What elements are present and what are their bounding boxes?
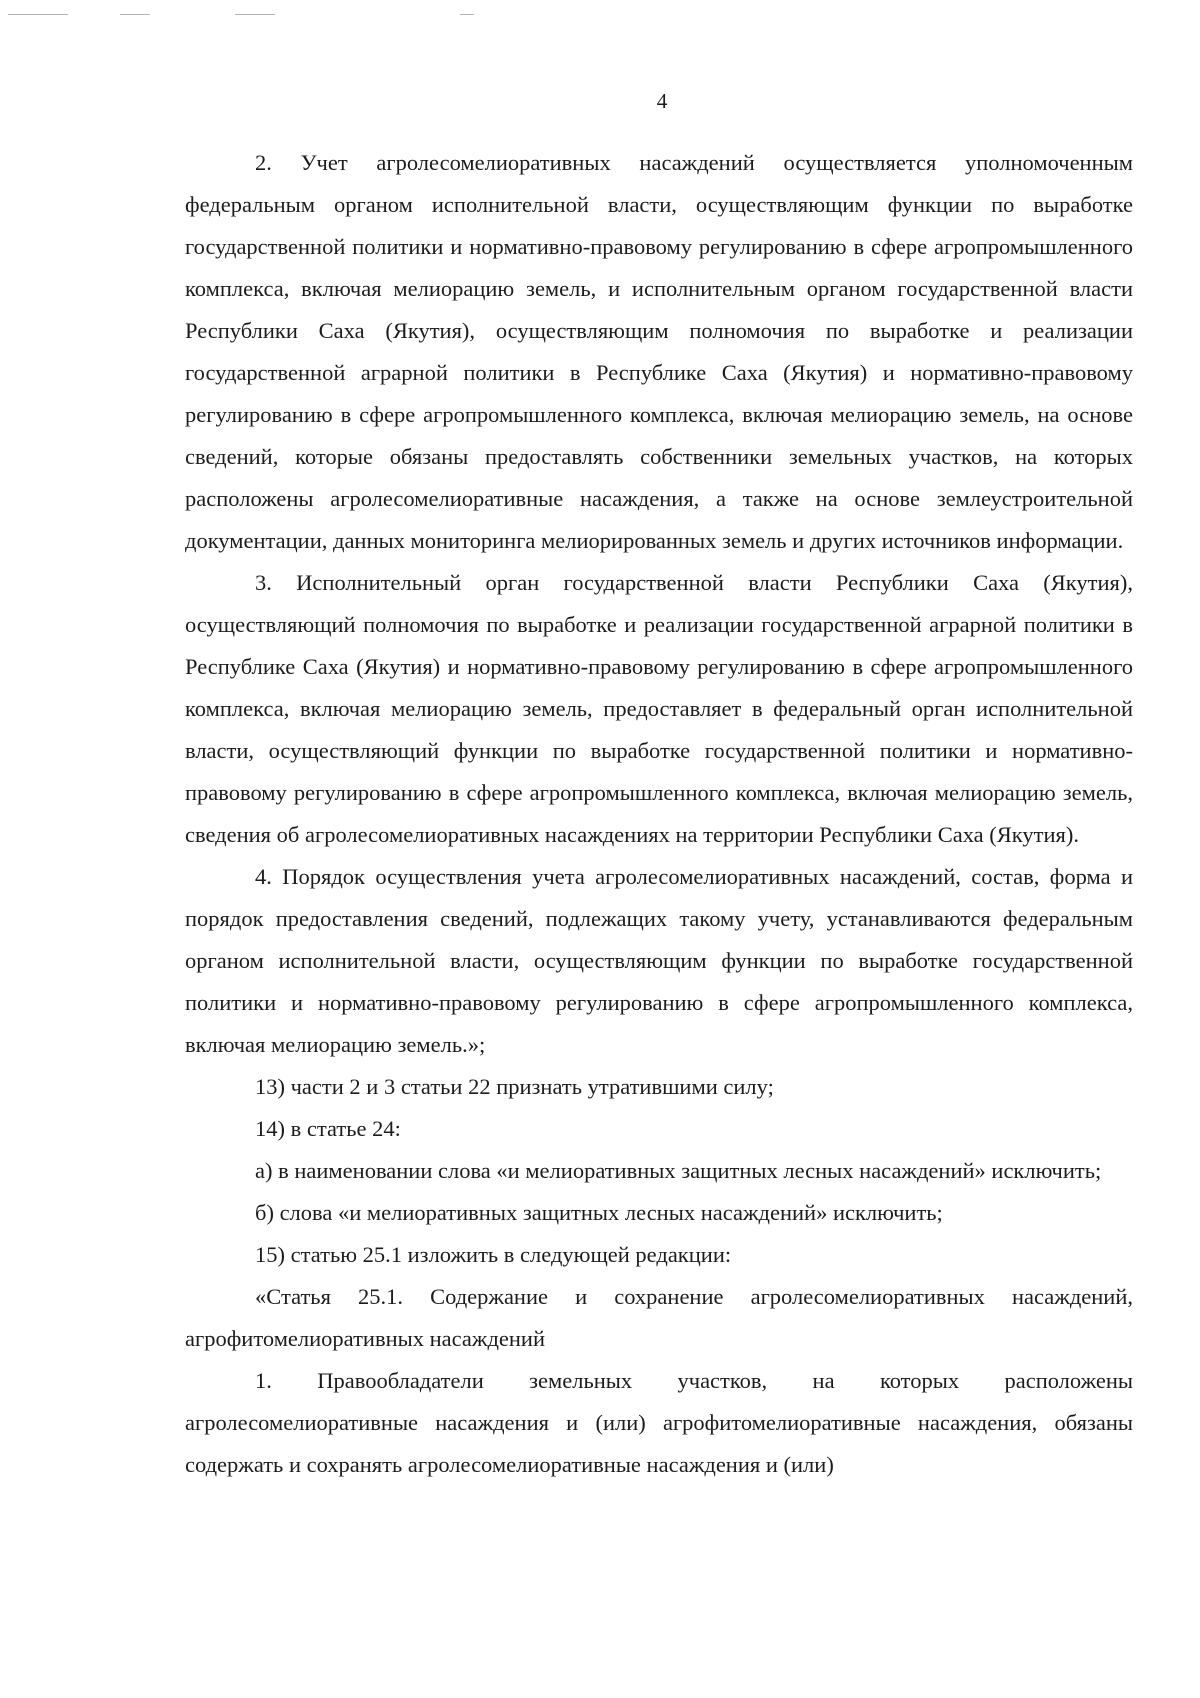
- paragraph-item-2: 2. Учет агролесомелиоративных насаждений осуществляется уполномоченным федеральным органом исполнительной власти, осуществляющим функции по выработке государственной политики и нормативно-правовому регулированию в сфере агропромышленного комплекса, включая мелиорацию земель, и исполнительным органом государственной власти Республики Саха (Якутия), осуществляющим полномочия по выработке и реализации государственной аграрной политики в Республике Саха (Якутия) и нормативно-правовому регулированию в сфере агропромышленного комплекса, включая мелиорацию земель, на основе сведений, которые обязаны предоставлять собственники земельных участков, на которых расположены агролесомелиоративные насаждения, а также на основе землеустроительной документации, данных мониторинга мелиорированных земель и других источников информации.: [185, 150, 1133, 553]
- paragraph-amendment-14: 14) в статье 24:: [255, 1116, 401, 1141]
- paragraph-item-3: 3. Исполнительный орган государственной власти Республики Саха (Якутия), осуществляющий полномочия по выработке и реализации государственной аграрной политики в Республике Саха (Якутия) и нормативно-правовому регулированию в сфере агропромышленного комплекса, включая мелиорацию земель, предоставляет в федеральный орган исполнительной власти, осуществляющий функции по выработке государственной политики и нормативно-правовому регулированию в сфере агропромышленного комплекса, включая мелиорацию земель, сведения об агролесомелиоративных насаждениях на территории Республики Саха (Якутия).: [185, 570, 1133, 847]
- document-body: [185, 142, 1133, 1486]
- paragraph-item-4: 4. Порядок осуществления учета агролесомелиоративных насаждений, состав, форма и порядок предоставления сведений, подлежащих такому учету, устанавливаются федеральным органом исполнительной власти, осуществляющим функции по выработке государственной политики и нормативно-правовому регулированию в сфере агропромышленного комплекса, включая мелиорацию земель.»;: [185, 864, 1133, 1057]
- paragraph-subitem-a: а) в наименовании слова «и мелиоративных защитных лесных насаждений» исключить;: [255, 1158, 1102, 1183]
- scan-artifact: [235, 14, 275, 15]
- paragraph-amendment-15: 15) статью 25.1 изложить в следующей редакции:: [255, 1242, 732, 1267]
- page-number: 4: [656, 89, 668, 113]
- scan-artifact: [8, 14, 68, 15]
- paragraph-subitem-b: б) слова «и мелиоративных защитных лесных насаждений» исключить;: [255, 1200, 943, 1225]
- article-heading: «Статья 25.1. Содержание и сохранение агролесомелиоративных насаждений, агрофитомелиоративных насаждений: [185, 1284, 1133, 1351]
- scan-artifact: [460, 14, 474, 15]
- paragraph-amendment-13: 13) части 2 и 3 статьи 22 признать утратившими силу;: [255, 1074, 774, 1099]
- scan-artifact: [120, 14, 150, 15]
- paragraph-article-item-1: 1. Правообладатели земельных участков, на которых расположены агролесомелиоративные насаждения и (или) агрофитомелиоративные насаждения, обязаны содержать и сохранять агролесомелиоративные насаждения и (или): [185, 1368, 1133, 1477]
